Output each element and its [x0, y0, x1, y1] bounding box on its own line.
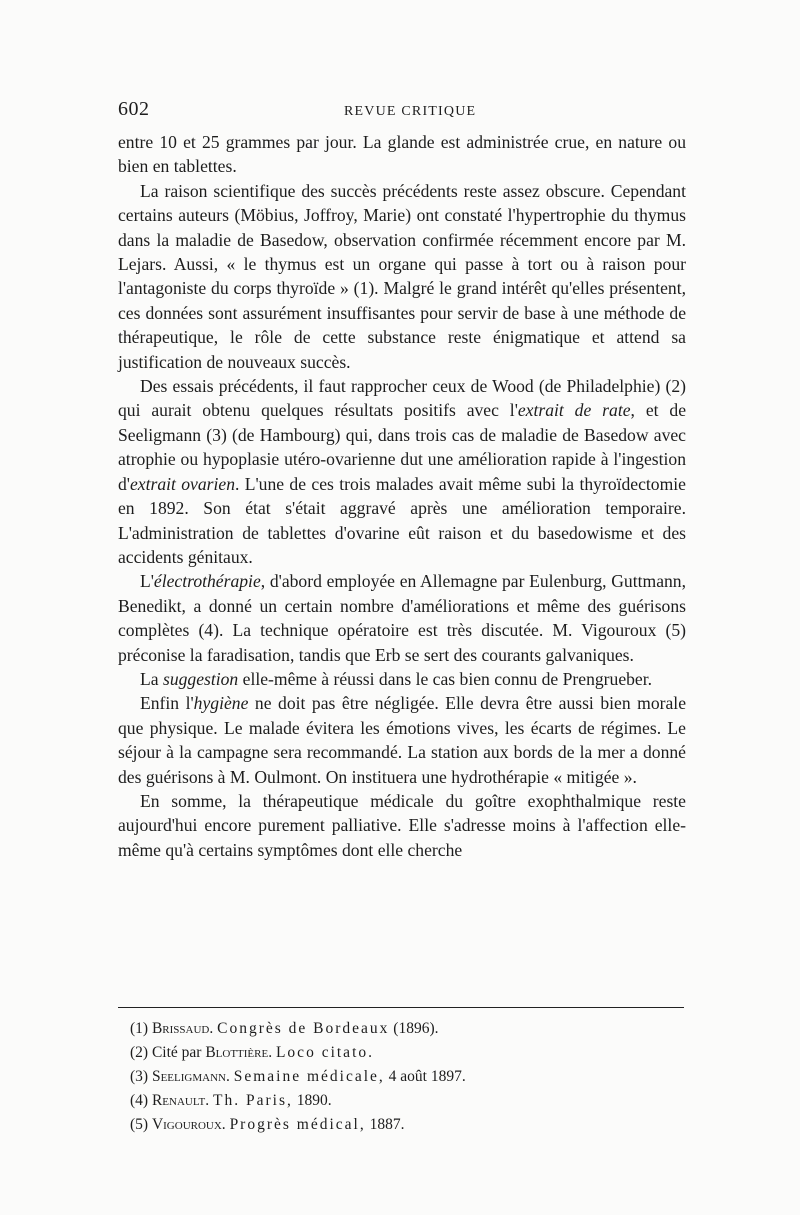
running-title: REVUE CRITIQUE: [344, 104, 477, 119]
footnote-num: (3): [130, 1068, 149, 1085]
footnote: [130, 1017, 690, 1041]
text-run: entre 10 et 25 grammes par jour. La glande est administrée crue, en nature ou bien en tablettes.: [118, 132, 686, 177]
footnote-divider: [118, 1007, 684, 1008]
text-run: , d'abord employée en Allemagne par Eulenburg, Guttmann, Benedikt, a donné un certain nombre d'améliorations et même des guérisons complètes (4). La technique opératoire est très discutée. M. Vigouroux (5) préconise la faradisation, tandis que Erb se sert des courants galvaniques.: [118, 571, 686, 665]
text-run: L': [140, 571, 154, 592]
footnote-source: Th. Paris,: [213, 1092, 293, 1109]
footnote-detail: 4 août 1897.: [388, 1068, 466, 1085]
footnote-author: Brissaud.: [151, 1020, 214, 1037]
footnotes: [130, 1017, 690, 1137]
italic-term: extrait ovarien: [129, 473, 235, 494]
footnote-num: (2): [130, 1044, 149, 1061]
footnote-author: Blottière.: [205, 1044, 273, 1061]
footnote: [130, 1089, 690, 1113]
footnote-source: Congrès de Bordeaux: [217, 1020, 390, 1037]
text-run: Enfin l': [140, 693, 194, 714]
footnote-detail: 1887.: [369, 1116, 405, 1133]
paragraph: [118, 667, 686, 691]
footnote-prefix: Cité par: [151, 1044, 202, 1061]
footnote-detail: (1896).: [393, 1020, 439, 1037]
text-run: La raison scientifique des succès précédents reste assez obscure. Cependant certains auteurs (Möbius, Joffroy, Marie) ont constaté l'hypertrophie du thymus dans la maladie de Basedow, observation confirmée récemment encore par M. Lejars. Aussi, « le thymus est un organe qui passe à tort ou à raison pour l'antagoniste du corps thyroïde » (1). Malgré le grand intérêt qu'elles présentent, ces données sont assurément insuffisantes pour servir de base à une méthode de thérapeutique, le rôle de cette substance reste énigmatique et attend sa justification de nouveaux succès.: [118, 180, 686, 372]
footnote-author: Seeligmann.: [151, 1068, 230, 1085]
footnote-num: (4): [130, 1092, 149, 1109]
footnote-detail: 1890.: [296, 1092, 332, 1109]
paragraph: [118, 374, 686, 569]
footnote-source: Semaine médicale,: [233, 1068, 385, 1085]
text-run: En somme, la thérapeutique médicale du goître exophthalmique reste aujourd'hui encore purement palliative. Elle s'adresse moins à l'affection elle-même qu'à certains symptômes dont elle cherche: [118, 790, 686, 860]
paragraph: [118, 130, 686, 179]
text-run: , et de Seeligmann (3) (de Hambourg) qui, dans trois cas de maladie de Basedow avec atrophie ou hypoplasie utéro-ovarienne dut une amélioration rapide à l'ingestion d': [118, 400, 687, 494]
footnote-source: Loco citato.: [275, 1044, 374, 1061]
paragraph: [118, 179, 686, 374]
footnote: [130, 1113, 690, 1137]
text-run: ne doit pas être négligée. Elle devra être aussi bien morale que physique. Le malade évitera les émotions vives, les écarts de régimes. Le séjour à la campagne sera recommandé. La station aux bords de la mer a donné des guérisons à M. Oulmont. On instituera une hydrothérapie « mitigée ».: [118, 693, 686, 787]
text-run: Des essais précédents, il faut rapprocher ceux de Wood (de Philadelphie) (2) qui aurait obtenu quelques résultats positifs avec l': [118, 376, 686, 421]
paragraph: [118, 569, 686, 667]
italic-term: électrothérapie: [153, 571, 261, 592]
page-header: [118, 98, 686, 128]
italic-term: suggestion: [162, 668, 239, 689]
page-number: 602: [118, 98, 150, 120]
footnote: [130, 1065, 690, 1089]
italic-term: hygiène: [193, 693, 249, 714]
paragraph: [118, 789, 686, 862]
italic-term: extrait de rate: [517, 400, 631, 421]
text-run: . L'une de ces trois malades avait même subi la thyroïdectomie en 1892. Son état s'était aggravé après une amélioration temporaire. L'administration de tablettes d'ovarine eût raison et du basedowisme et des accidents génitaux.: [118, 473, 686, 567]
paragraph: [118, 691, 686, 789]
footnote: [130, 1041, 690, 1065]
footnote-num: (1): [130, 1020, 149, 1037]
body-text: [118, 130, 686, 862]
footnote-author: Vigouroux.: [151, 1116, 226, 1133]
text-run: elle-même à réussi dans le cas bien connu de Prengrueber.: [238, 668, 653, 689]
text-run: La: [140, 668, 163, 689]
footnote-source: Progrès médical,: [229, 1116, 366, 1133]
footnote-author: Renault.: [151, 1092, 210, 1109]
footnote-num: (5): [130, 1116, 149, 1133]
